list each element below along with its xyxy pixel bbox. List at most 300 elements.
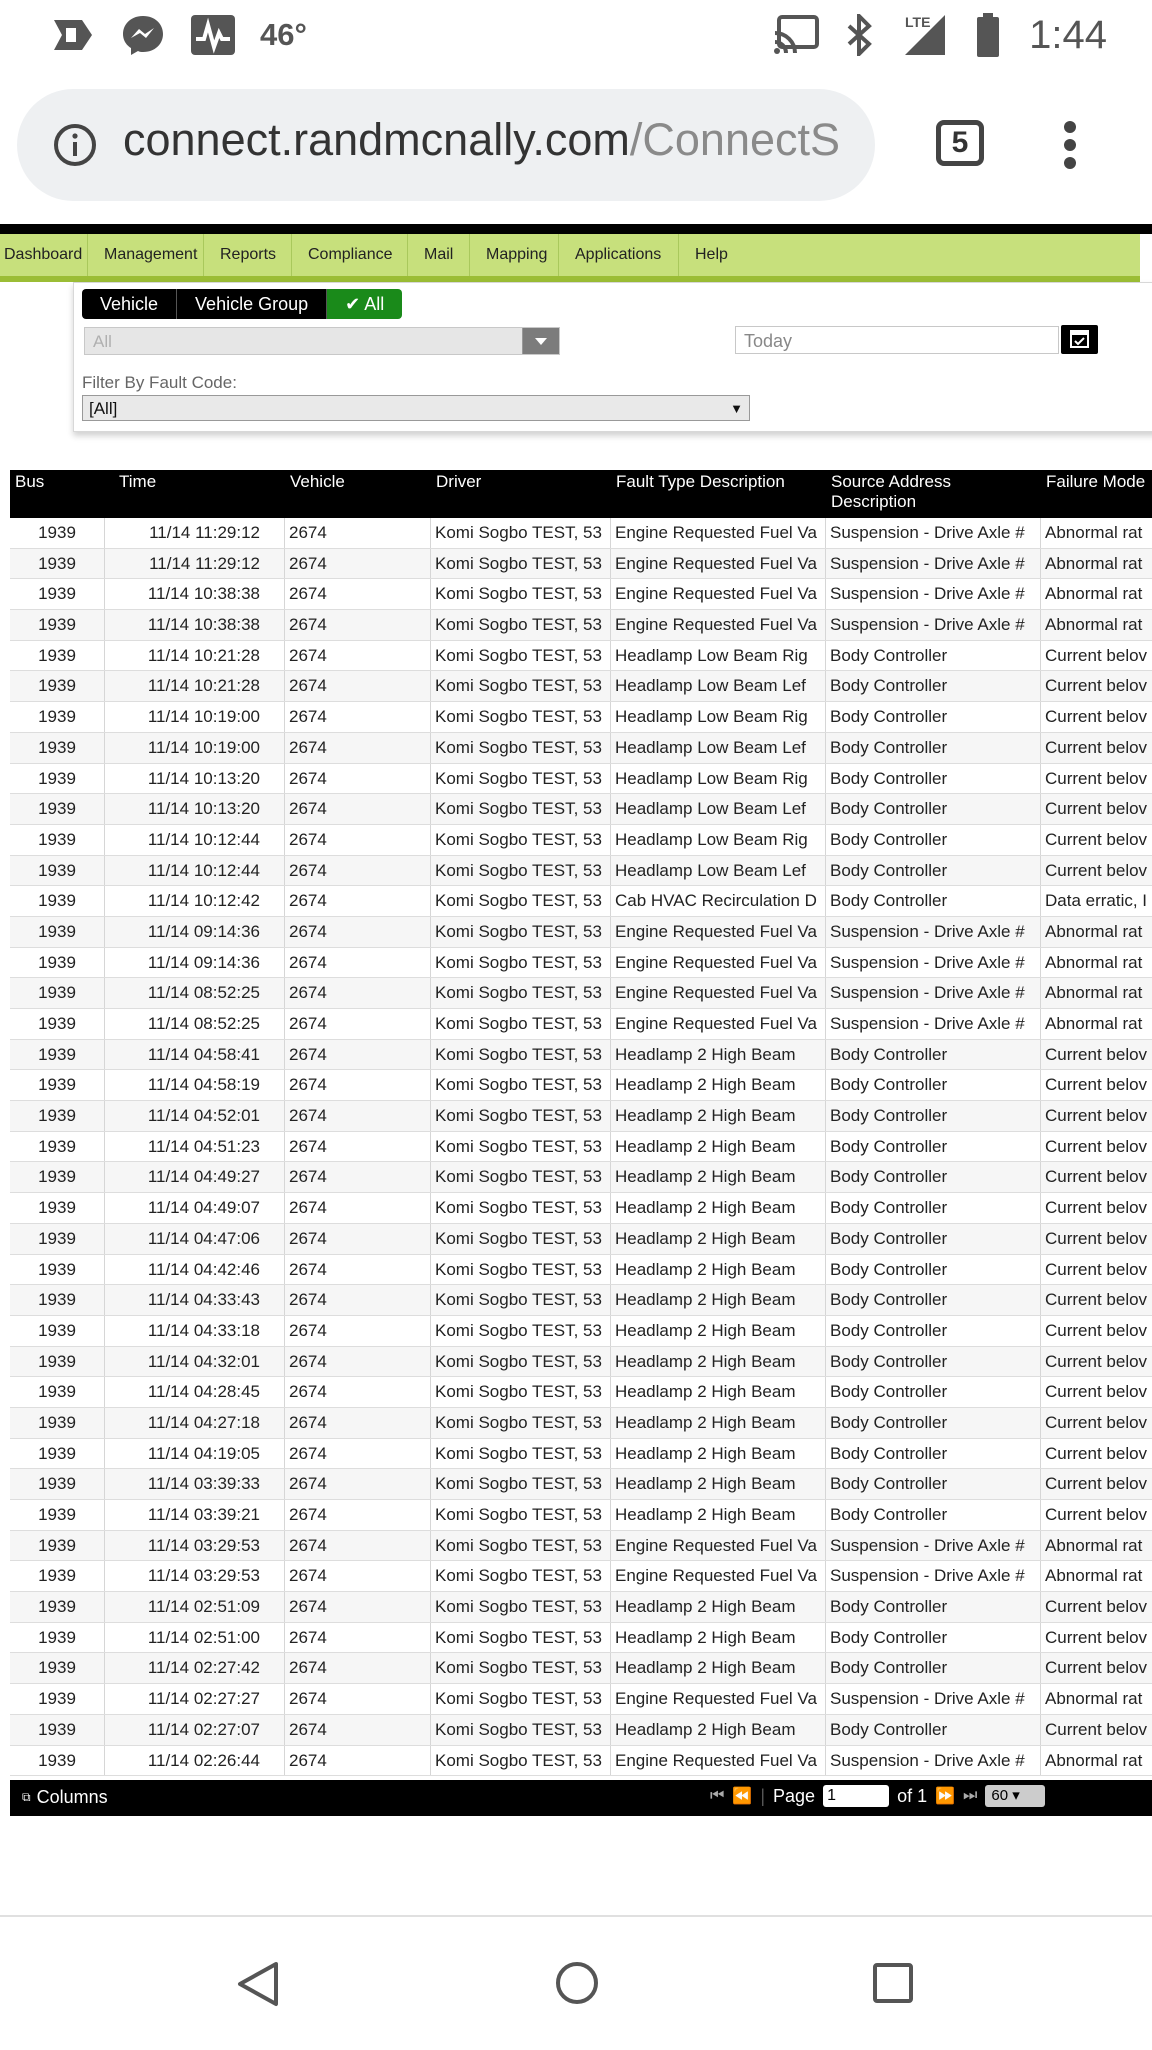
- cell-driver: Komi Sogbo TEST, 53: [431, 579, 611, 609]
- cell-driver: Komi Sogbo TEST, 53: [431, 948, 611, 978]
- table-row[interactable]: [10, 764, 1152, 795]
- cell-bus: 1939: [10, 1439, 105, 1469]
- cell-failure-mode: Current belov: [1045, 676, 1148, 696]
- cell-source-address: Body Controller: [826, 1439, 1041, 1469]
- cell-driver: Komi Sogbo TEST, 53: [431, 1500, 611, 1530]
- home-icon[interactable]: [555, 1961, 599, 2005]
- cell-failure-mode: Current belov: [1045, 1474, 1148, 1494]
- nav-reports[interactable]: Reports: [204, 234, 292, 276]
- cell-fault-type: Headlamp 2 High Beam: [611, 1040, 826, 1070]
- table-row[interactable]: [10, 1285, 1152, 1316]
- cell-driver: Komi Sogbo TEST, 53: [431, 671, 611, 701]
- cell-fault-type: Headlamp 2 High Beam: [611, 1439, 826, 1469]
- cell-failure-mode: Abnormal rat: [1045, 1566, 1143, 1586]
- cell-time: 11/14 04:47:06: [105, 1224, 285, 1254]
- info-icon[interactable]: [53, 123, 97, 167]
- cell-source-address: Body Controller: [826, 641, 1041, 671]
- nav-management[interactable]: Management: [88, 234, 204, 276]
- cell-source-address: Suspension - Drive Axle #: [826, 948, 1041, 978]
- cell-failure-mode: Current belov: [1045, 1259, 1148, 1279]
- date-field[interactable]: [735, 326, 1059, 354]
- table-row[interactable]: [10, 1715, 1152, 1746]
- column-header-fault-type[interactable]: Fault Type Description: [616, 472, 785, 491]
- cell-failure-mode: Current belov: [1045, 1290, 1148, 1310]
- cell-failure-mode: Current belov: [1045, 799, 1148, 819]
- cell-driver: Komi Sogbo TEST, 53: [431, 1285, 611, 1315]
- cell-driver: Komi Sogbo TEST, 53: [431, 1561, 611, 1591]
- table-row[interactable]: [10, 1684, 1152, 1715]
- cell-time: 11/14 09:14:36: [105, 948, 285, 978]
- cell-time: 11/14 10:21:28: [105, 641, 285, 671]
- cell-failure-mode: Current belov: [1045, 645, 1148, 665]
- cell-bus: 1939: [10, 641, 105, 671]
- table-row[interactable]: [10, 948, 1152, 979]
- table-row[interactable]: [10, 1347, 1152, 1378]
- cell-source-address: Body Controller: [826, 1316, 1041, 1346]
- cell-vehicle: 2674: [285, 1531, 431, 1561]
- app-notification-icon: [50, 12, 96, 58]
- back-icon[interactable]: [236, 1961, 280, 2007]
- table-row[interactable]: [10, 1162, 1152, 1193]
- cell-bus: 1939: [10, 1347, 105, 1377]
- cell-failure-mode: Abnormal rat: [1045, 1014, 1143, 1033]
- nav-mail[interactable]: Mail: [408, 234, 470, 276]
- cell-time: 11/14 04:49:07: [105, 1193, 285, 1223]
- date-field-value: Today: [744, 331, 793, 351]
- table-row[interactable]: [10, 1469, 1152, 1500]
- cell-vehicle: 2674: [285, 1623, 431, 1653]
- table-row[interactable]: [10, 579, 1152, 610]
- scope-all-button[interactable]: [327, 289, 402, 319]
- cell-source-address: Suspension - Drive Axle #: [826, 549, 1041, 579]
- table-row[interactable]: [10, 1377, 1152, 1408]
- cell-time: 11/14 02:51:09: [105, 1592, 285, 1622]
- cell-source-address: Body Controller: [826, 1347, 1041, 1377]
- table-row[interactable]: [10, 1009, 1152, 1040]
- pager: ⏮ ⏪ | Page 1 of 1 ⏩ ⏭ 60 ▾: [710, 1785, 1045, 1807]
- svg-text:LTE: LTE: [905, 14, 931, 30]
- cell-vehicle: 2674: [285, 579, 431, 609]
- battery-icon: [965, 12, 1011, 58]
- table-row[interactable]: [10, 1439, 1152, 1470]
- table-row[interactable]: [10, 1623, 1152, 1654]
- cell-failure-mode: Current belov: [1045, 1044, 1148, 1064]
- cell-bus: 1939: [10, 1009, 105, 1039]
- cell-failure-mode: Current belov: [1045, 1075, 1148, 1095]
- calendar-button[interactable]: [1061, 325, 1098, 354]
- cell-vehicle: 2674: [285, 1561, 431, 1591]
- table-row[interactable]: [10, 1040, 1152, 1071]
- cell-source-address: Body Controller: [826, 1623, 1041, 1653]
- cell-vehicle: 2674: [285, 1162, 431, 1192]
- cell-driver: Komi Sogbo TEST, 53: [431, 1439, 611, 1469]
- bluetooth-icon: [837, 12, 883, 58]
- cell-source-address: Body Controller: [826, 764, 1041, 794]
- cell-time: 11/14 10:19:00: [105, 702, 285, 732]
- cell-vehicle: 2674: [285, 1040, 431, 1070]
- cell-vehicle: 2674: [285, 1592, 431, 1622]
- table-row[interactable]: [10, 1255, 1152, 1286]
- cell-time: 11/14 02:51:00: [105, 1623, 285, 1653]
- cell-failure-mode: Abnormal rat: [1045, 584, 1143, 604]
- cell-vehicle: 2674: [285, 825, 431, 855]
- page-label: Page: [773, 1785, 816, 1806]
- cell-bus: 1939: [10, 886, 105, 916]
- cell-driver: Komi Sogbo TEST, 53: [431, 825, 611, 855]
- table-row[interactable]: [10, 1132, 1152, 1163]
- prev-page-icon[interactable]: ⏪: [732, 1788, 753, 1805]
- cell-bus: 1939: [10, 764, 105, 794]
- url-text[interactable]: [123, 114, 840, 166]
- cell-failure-mode: Abnormal rat: [1045, 1689, 1143, 1709]
- table-row[interactable]: [10, 1561, 1152, 1592]
- cell-bus: 1939: [10, 856, 105, 886]
- recent-apps-icon[interactable]: [872, 1962, 914, 2004]
- cell-bus: 1939: [10, 1561, 105, 1591]
- table-row[interactable]: [10, 1224, 1152, 1255]
- page-size-value: 60: [991, 1787, 1009, 1804]
- status-right: [773, 12, 1107, 58]
- scope-vehicle-button[interactable]: Vehicle: [82, 289, 177, 319]
- next-page-icon[interactable]: ⏩: [935, 1788, 956, 1805]
- cell-source-address: Body Controller: [826, 1715, 1041, 1745]
- group-combobox-value: All: [93, 332, 112, 351]
- cell-source-address: Body Controller: [826, 1070, 1041, 1100]
- cell-failure-mode: Current belov: [1045, 1351, 1148, 1371]
- cell-bus: 1939: [10, 579, 105, 609]
- cell-source-address: Suspension - Drive Axle #: [826, 518, 1041, 548]
- cell-failure-mode: Current belov: [1045, 737, 1148, 757]
- cell-bus: 1939: [10, 794, 105, 824]
- fault-code-select[interactable]: [82, 395, 750, 421]
- cell-bus: 1939: [10, 1684, 105, 1714]
- fault-code-label: Filter By Fault Code:: [82, 373, 237, 392]
- cell-fault-type: Headlamp 2 High Beam: [611, 1653, 826, 1683]
- cell-driver: Komi Sogbo TEST, 53: [431, 917, 611, 947]
- cell-time: 11/14 11:29:12: [105, 549, 285, 579]
- cell-vehicle: 2674: [285, 1070, 431, 1100]
- cell-bus: 1939: [10, 733, 105, 763]
- cell-bus: 1939: [10, 1408, 105, 1438]
- cell-vehicle: 2674: [285, 917, 431, 947]
- activity-icon: [190, 12, 236, 58]
- scope-segmented-control: [82, 289, 402, 319]
- cell-vehicle: 2674: [285, 886, 431, 916]
- table-row[interactable]: [10, 825, 1152, 856]
- cell-driver: Komi Sogbo TEST, 53: [431, 886, 611, 916]
- cast-icon: [773, 12, 819, 58]
- first-page-icon[interactable]: ⏮: [710, 1787, 725, 1804]
- cell-fault-type: Headlamp 2 High Beam: [611, 1101, 826, 1131]
- table-row[interactable]: [10, 794, 1152, 825]
- column-header-time[interactable]: Time: [119, 472, 157, 491]
- cell-driver: Komi Sogbo TEST, 53: [431, 1377, 611, 1407]
- cell-driver: Komi Sogbo TEST, 53: [431, 856, 611, 886]
- cell-time: 11/14 04:42:46: [105, 1255, 285, 1285]
- page-input[interactable]: 1: [823, 1785, 889, 1807]
- cell-vehicle: 2674: [285, 1347, 431, 1377]
- browser-toolbar: [0, 70, 1152, 220]
- clock: 1:44: [1029, 12, 1107, 57]
- cell-time: 11/14 03:29:53: [105, 1561, 285, 1591]
- cell-failure-mode: Current belov: [1045, 1412, 1148, 1432]
- cell-driver: Komi Sogbo TEST, 53: [431, 1408, 611, 1438]
- cell-bus: 1939: [10, 825, 105, 855]
- cell-time: 11/14 10:38:38: [105, 610, 285, 640]
- cell-driver: Komi Sogbo TEST, 53: [431, 518, 611, 548]
- cell-time: 11/14 04:52:01: [105, 1101, 285, 1131]
- table-row[interactable]: [10, 1193, 1152, 1224]
- column-header-driver[interactable]: Driver: [436, 472, 482, 491]
- cell-source-address: Suspension - Drive Axle #: [826, 978, 1041, 1008]
- cell-fault-type: Engine Requested Fuel Va: [611, 917, 826, 947]
- filter-panel: [73, 282, 1152, 432]
- table-row[interactable]: [10, 733, 1152, 764]
- table-row[interactable]: [10, 518, 1152, 549]
- cell-fault-type: Headlamp 2 High Beam: [611, 1255, 826, 1285]
- table-row[interactable]: [10, 610, 1152, 641]
- cell-time: 11/14 04:28:45: [105, 1377, 285, 1407]
- cell-time: 11/14 04:32:01: [105, 1347, 285, 1377]
- cell-source-address: Suspension - Drive Axle #: [826, 1746, 1041, 1776]
- last-page-icon[interactable]: ⏭: [963, 1787, 978, 1804]
- cell-vehicle: 2674: [285, 610, 431, 640]
- table-row[interactable]: [10, 1500, 1152, 1531]
- cell-fault-type: Headlamp 2 High Beam: [611, 1500, 826, 1530]
- cell-driver: Komi Sogbo TEST, 53: [431, 1162, 611, 1192]
- table-row[interactable]: [10, 886, 1152, 917]
- cell-failure-mode: Current belov: [1045, 768, 1148, 788]
- cell-bus: 1939: [10, 549, 105, 579]
- nav-help[interactable]: Help: [695, 246, 728, 263]
- fault-code-select-value: [All]: [89, 399, 118, 418]
- cell-fault-type: Engine Requested Fuel Va: [611, 1531, 826, 1561]
- cell-failure-mode: Current belov: [1045, 1443, 1148, 1463]
- cell-bus: 1939: [10, 1531, 105, 1561]
- cell-source-address: Body Controller: [826, 1592, 1041, 1622]
- cell-failure-mode: Current belov: [1045, 1382, 1148, 1402]
- table-row[interactable]: [10, 1746, 1152, 1777]
- status-left: [50, 12, 307, 58]
- cell-time: 11/14 10:13:20: [105, 794, 285, 824]
- cell-vehicle: 2674: [285, 671, 431, 701]
- table-row[interactable]: [10, 917, 1152, 948]
- cell-time: 11/14 08:52:25: [105, 978, 285, 1008]
- table-row[interactable]: [10, 1316, 1152, 1347]
- scope-vehicle-group-button[interactable]: Vehicle Group: [177, 289, 327, 319]
- cell-bus: 1939: [10, 518, 105, 548]
- cell-source-address: Body Controller: [826, 1408, 1041, 1438]
- cell-failure-mode: Abnormal rat: [1045, 983, 1143, 1003]
- overflow-menu-icon[interactable]: [1063, 120, 1077, 170]
- cell-bus: 1939: [10, 1653, 105, 1683]
- cell-failure-mode: Current belov: [1045, 1505, 1148, 1524]
- cell-source-address: Body Controller: [826, 1500, 1041, 1530]
- cell-vehicle: 2674: [285, 1746, 431, 1776]
- table-row[interactable]: [10, 1592, 1152, 1623]
- cell-bus: 1939: [10, 1592, 105, 1622]
- cell-fault-type: Headlamp Low Beam Lef: [611, 733, 826, 763]
- grid-footer: [10, 1780, 1152, 1816]
- cell-source-address: Body Controller: [826, 671, 1041, 701]
- cell-driver: Komi Sogbo TEST, 53: [431, 549, 611, 579]
- cell-source-address: Suspension - Drive Axle #: [826, 1531, 1041, 1561]
- cell-fault-type: Headlamp 2 High Beam: [611, 1316, 826, 1346]
- cell-bus: 1939: [10, 1715, 105, 1745]
- url-path: /ConnectS: [629, 114, 841, 165]
- cell-driver: Komi Sogbo TEST, 53: [431, 1316, 611, 1346]
- cell-time: 11/14 09:14:36: [105, 917, 285, 947]
- cell-source-address: Suspension - Drive Axle #: [826, 610, 1041, 640]
- cell-source-address: Suspension - Drive Axle #: [826, 579, 1041, 609]
- cell-driver: Komi Sogbo TEST, 53: [431, 1070, 611, 1100]
- cell-fault-type: Engine Requested Fuel Va: [611, 1746, 826, 1776]
- signal-icon: [901, 12, 947, 58]
- cell-failure-mode: Current belov: [1045, 707, 1148, 727]
- cell-vehicle: 2674: [285, 1469, 431, 1499]
- cell-vehicle: 2674: [285, 764, 431, 794]
- cell-source-address: Body Controller: [826, 1193, 1041, 1223]
- cell-driver: Komi Sogbo TEST, 53: [431, 1653, 611, 1683]
- cell-fault-type: Engine Requested Fuel Va: [611, 1009, 826, 1039]
- table-row[interactable]: [10, 549, 1152, 580]
- cell-driver: Komi Sogbo TEST, 53: [431, 1009, 611, 1039]
- table-row[interactable]: [10, 1531, 1152, 1562]
- table-row[interactable]: [10, 1653, 1152, 1684]
- cell-driver: Komi Sogbo TEST, 53: [431, 1347, 611, 1377]
- cell-time: 11/14 04:58:19: [105, 1070, 285, 1100]
- cell-fault-type: Cab HVAC Recirculation D: [611, 886, 826, 916]
- tab-switcher-button[interactable]: 5: [936, 120, 984, 166]
- cell-vehicle: 2674: [285, 1009, 431, 1039]
- group-combobox[interactable]: [84, 327, 560, 355]
- cell-source-address: Body Controller: [826, 1469, 1041, 1499]
- cell-failure-mode: Abnormal rat: [1045, 1750, 1143, 1770]
- cell-time: 11/14 04:33:43: [105, 1285, 285, 1315]
- cell-driver: Komi Sogbo TEST, 53: [431, 1040, 611, 1070]
- page-size-select[interactable]: 60 ▾: [985, 1785, 1045, 1807]
- cell-driver: Komi Sogbo TEST, 53: [431, 1469, 611, 1499]
- cell-source-address: Body Controller: [826, 856, 1041, 886]
- columns-icon: ⧉: [22, 1790, 31, 1804]
- nav-applications[interactable]: Applications: [559, 234, 679, 276]
- cell-failure-mode: Abnormal rat: [1045, 921, 1143, 941]
- cell-time: 11/14 03:39:33: [105, 1469, 285, 1499]
- cell-fault-type: Engine Requested Fuel Va: [611, 948, 826, 978]
- cell-bus: 1939: [10, 1162, 105, 1192]
- cell-driver: Komi Sogbo TEST, 53: [431, 1592, 611, 1622]
- table-row[interactable]: [10, 702, 1152, 733]
- cell-bus: 1939: [10, 917, 105, 947]
- table-row[interactable]: [10, 641, 1152, 672]
- url-host: connect.randmcnally.com: [123, 114, 630, 165]
- cell-vehicle: 2674: [285, 1285, 431, 1315]
- cell-bus: 1939: [10, 1070, 105, 1100]
- cell-failure-mode: Data erratic, I: [1045, 891, 1148, 911]
- cell-source-address: Body Controller: [826, 1101, 1041, 1131]
- cell-source-address: Body Controller: [826, 1162, 1041, 1192]
- cell-time: 11/14 03:29:53: [105, 1531, 285, 1561]
- cell-failure-mode: Current belov: [1045, 1136, 1148, 1156]
- nav-mapping[interactable]: Mapping: [470, 234, 559, 276]
- cell-driver: Komi Sogbo TEST, 53: [431, 1255, 611, 1285]
- cell-driver: Komi Sogbo TEST, 53: [431, 733, 611, 763]
- cell-source-address: Body Controller: [826, 1224, 1041, 1254]
- cell-bus: 1939: [10, 702, 105, 732]
- column-header-source-address[interactable]: Source Address Description: [831, 472, 952, 511]
- cell-time: 11/14 02:27:27: [105, 1684, 285, 1714]
- scope-all-label: All: [364, 294, 385, 314]
- cell-bus: 1939: [10, 948, 105, 978]
- cell-bus: 1939: [10, 1746, 105, 1776]
- cell-bus: 1939: [10, 1193, 105, 1223]
- cell-source-address: Suspension - Drive Axle #: [826, 1684, 1041, 1714]
- calendar-icon: [1061, 325, 1098, 354]
- cell-vehicle: 2674: [285, 794, 431, 824]
- cell-fault-type: Headlamp Low Beam Rig: [611, 702, 826, 732]
- cell-driver: Komi Sogbo TEST, 53: [431, 1746, 611, 1776]
- columns-button[interactable]: [22, 1787, 108, 1808]
- page-of-label: of 1: [897, 1785, 928, 1806]
- cell-fault-type: Headlamp 2 High Beam: [611, 1070, 826, 1100]
- table-row[interactable]: [10, 1070, 1152, 1101]
- cell-time: 11/14 04:51:23: [105, 1132, 285, 1162]
- nav-dashboard[interactable]: Dashboard: [0, 234, 88, 276]
- column-header-failure-mode[interactable]: Failure Mode: [1046, 472, 1146, 491]
- cell-failure-mode: Abnormal rat: [1045, 553, 1143, 573]
- table-row[interactable]: [10, 978, 1152, 1009]
- column-header-vehicle[interactable]: Vehicle: [290, 472, 345, 491]
- nav-compliance[interactable]: Compliance: [292, 234, 408, 276]
- cell-bus: 1939: [10, 1224, 105, 1254]
- cell-driver: Komi Sogbo TEST, 53: [431, 1101, 611, 1131]
- cell-source-address: Suspension - Drive Axle #: [826, 1561, 1041, 1591]
- cell-fault-type: Engine Requested Fuel Va: [611, 549, 826, 579]
- cell-vehicle: 2674: [285, 1377, 431, 1407]
- select-arrow-icon: ▼: [730, 401, 743, 416]
- cell-driver: Komi Sogbo TEST, 53: [431, 978, 611, 1008]
- cell-vehicle: 2674: [285, 1255, 431, 1285]
- cell-failure-mode: Current belov: [1045, 1597, 1148, 1617]
- dropdown-arrow-icon[interactable]: [522, 328, 559, 354]
- cell-time: 11/14 10:13:20: [105, 764, 285, 794]
- column-header-bus[interactable]: Bus: [15, 472, 45, 491]
- weather-temperature: 46°: [260, 17, 307, 52]
- table-row[interactable]: [10, 1101, 1152, 1132]
- cell-driver: Komi Sogbo TEST, 53: [431, 641, 611, 671]
- system-navigation-bar: [0, 1915, 1152, 2050]
- cell-time: 11/14 02:27:07: [105, 1715, 285, 1745]
- main-nav: [0, 234, 1140, 282]
- cell-source-address: Body Controller: [826, 1132, 1041, 1162]
- table-row[interactable]: [10, 856, 1152, 887]
- cell-failure-mode: Current belov: [1045, 1719, 1148, 1739]
- cell-vehicle: 2674: [285, 1715, 431, 1745]
- cell-bus: 1939: [10, 1040, 105, 1070]
- cell-time: 11/14 02:26:44: [105, 1746, 285, 1776]
- cell-vehicle: 2674: [285, 641, 431, 671]
- status-bar: [0, 0, 1152, 70]
- cell-fault-type: Headlamp Low Beam Lef: [611, 856, 826, 886]
- cell-driver: Komi Sogbo TEST, 53: [431, 794, 611, 824]
- table-row[interactable]: [10, 671, 1152, 702]
- table-row[interactable]: [10, 1408, 1152, 1439]
- address-bar[interactable]: [17, 89, 875, 201]
- cell-fault-type: Headlamp 2 High Beam: [611, 1408, 826, 1438]
- cell-fault-type: Headlamp 2 High Beam: [611, 1162, 826, 1192]
- cell-driver: Komi Sogbo TEST, 53: [431, 1193, 611, 1223]
- cell-fault-type: Engine Requested Fuel Va: [611, 518, 826, 548]
